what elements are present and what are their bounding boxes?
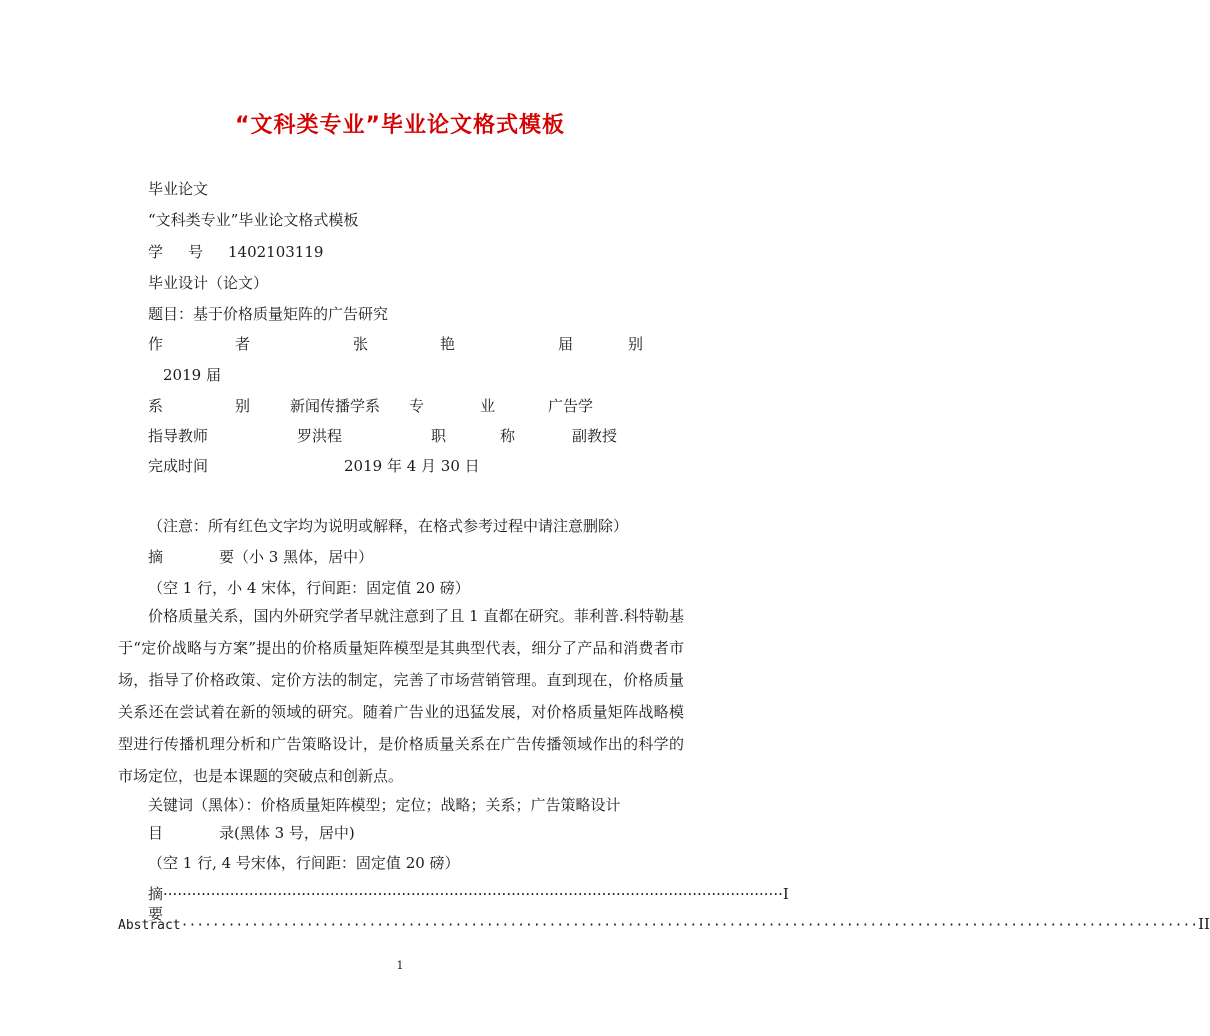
advisor-name: 罗洪程 <box>297 427 343 445</box>
advisor-label: 指导教师 <box>148 427 209 445</box>
abstract-paragraph <box>118 600 684 792</box>
topic-line: 题目：基于价格质量矩阵的广告研究 <box>148 305 389 323</box>
dept-label-char2: 别 <box>235 397 251 415</box>
abstract-heading-rest: 要（小 3 黑体，居中） <box>219 548 374 566</box>
toc-leader-dots: ·································································································································· <box>180 918 1199 933</box>
abstract-format-note: （空 1 行，小 4 宋体，行间距：固定值 20 磅） <box>148 579 470 597</box>
author-label-char1: 作 <box>148 335 164 353</box>
academic-title-label-char1: 职 <box>431 427 447 445</box>
toc-entry-page: II <box>1198 915 1210 933</box>
academic-title-label-char2: 称 <box>500 427 516 445</box>
dept-label-char1: 系 <box>148 397 164 415</box>
toc-leader-dots: ·································································································································· <box>163 885 783 903</box>
major-label-char2: 业 <box>480 397 496 415</box>
cover-line-thesis: 毕业论文 <box>148 180 209 198</box>
abstract-heading-char1: 摘 <box>148 548 164 566</box>
design-label: 毕业设计（论文） <box>148 274 269 292</box>
major-label-char1: 专 <box>409 397 425 415</box>
academic-title-value: 副教授 <box>572 427 618 445</box>
class-label-char2: 别 <box>628 335 644 353</box>
dept-value: 新闻传播学系 <box>290 397 381 415</box>
author-name-char1: 张 <box>353 335 369 353</box>
toc-entry-page: I <box>782 885 789 903</box>
student-id-label-char1: 学 <box>148 243 164 261</box>
student-id-value: 1402103119 <box>228 243 324 261</box>
author-label-char2: 者 <box>235 335 251 353</box>
abstract-text: 价格质量关系，国内外研究学者早就注意到了且 1 直都在研究。菲利普.科特勒基于“定价战略与方案”提出的价格质量矩阵模型是其典型代表，细分了产品和消费者市场，指导了价格政策、定价方法的制定，完善了市场营销管理。直到现在，价格质量关系还在尝试着在新的领域的研究。随着广告业的迅猛发展，对价格质量矩阵战略模型进行传播机理分析和广告策略设计，是价格质量关系在广告传播领域作出的科学的市场定位，也是本课题的突破点和创新点。 <box>118 607 684 785</box>
toc-format-note: （空 1 行, 4 号宋体，行间距：固定值 20 磅） <box>148 854 460 872</box>
class-label-char1: 届 <box>558 335 574 353</box>
major-value: 广告学 <box>548 397 594 415</box>
page-number: 1 <box>396 959 404 972</box>
student-id-label-char2: 号 <box>188 243 204 261</box>
class-value: 2019 届 <box>163 366 221 384</box>
toc-heading-rest: 录(黑体 3 号，居中) <box>219 824 355 842</box>
completion-date-label: 完成时间 <box>148 457 209 475</box>
toc-heading-char1: 目 <box>148 824 164 842</box>
red-text-note: （注意：所有红色文字均为说明或解释，在格式参考过程中请注意删除） <box>148 517 629 535</box>
toc-entry-label: Abstract <box>118 918 181 933</box>
document-title: “文科类专业”毕业论文格式模板 <box>235 113 565 138</box>
author-name-char2: 艳 <box>440 335 456 353</box>
completion-date-value: 2019 年 4 月 30 日 <box>344 457 480 475</box>
keywords-line: 关键词（黑体）：价格质量矩阵模型；定位；战略；关系；广告策略设计 <box>148 796 621 814</box>
toc-entry[interactable] <box>118 914 1210 936</box>
cover-line-template-name: “文科类专业”毕业论文格式模板 <box>148 211 359 229</box>
toc-entry-label: 摘要 <box>148 885 164 923</box>
